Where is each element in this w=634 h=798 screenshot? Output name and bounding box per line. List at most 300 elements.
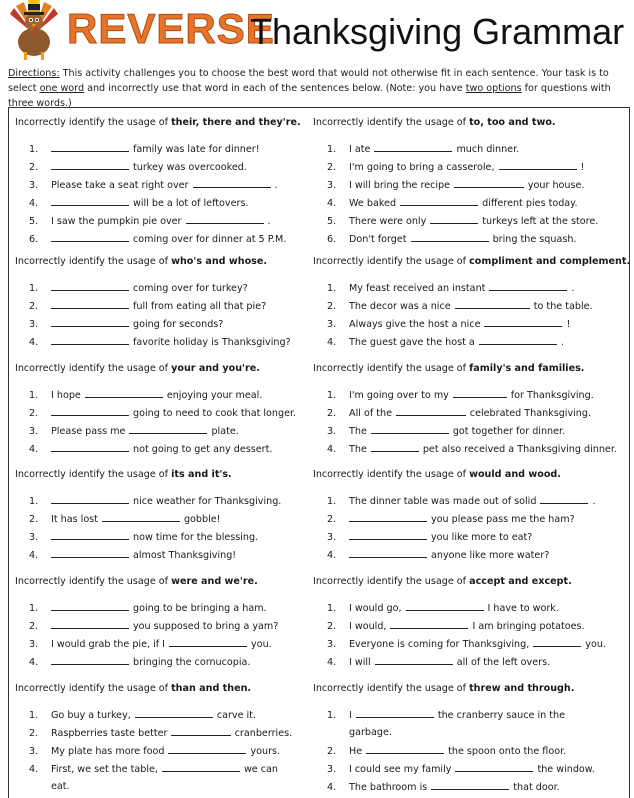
- question-item: [327, 406, 591, 420]
- item-text-after: .: [267, 216, 271, 227]
- answer-blank[interactable]: [454, 178, 524, 188]
- section-heading-prefix: Incorrectly identify the usage of: [15, 469, 172, 480]
- question-item: [29, 232, 286, 246]
- item-text-after: you.: [251, 639, 272, 650]
- section-heading-words: your and you're.: [171, 363, 260, 374]
- question-item: [29, 317, 223, 331]
- directions-text: for questions with three words.): [8, 83, 611, 109]
- question-item: [29, 196, 249, 210]
- item-text-after: yours.: [250, 746, 281, 757]
- item-number: 1.: [327, 390, 337, 401]
- item-number: 6.: [327, 234, 337, 245]
- item-text-before: I will: [349, 657, 371, 668]
- item-text-after: we can: [243, 764, 278, 775]
- item-number: 2.: [29, 408, 39, 419]
- question-item: [327, 708, 565, 722]
- item-text-before: First, we set the table,: [51, 764, 158, 775]
- item-text-after: plate.: [211, 426, 239, 437]
- item-text-after: different pies today.: [482, 198, 578, 209]
- section-heading-words: than and then.: [171, 683, 252, 694]
- item-text-before: I saw the pumpkin pie over: [51, 216, 182, 227]
- item-text-after: all of the left overs.: [456, 657, 551, 668]
- item-text-after: pet also received a Thanksgiving dinner.: [422, 444, 617, 455]
- section-heading-prefix: Incorrectly identify the usage of: [15, 363, 172, 374]
- question-item: [327, 299, 593, 313]
- item-text-before: Go buy a turkey,: [51, 710, 131, 721]
- answer-blank[interactable]: [356, 708, 434, 718]
- question-item: [327, 601, 559, 615]
- question-section: [15, 362, 315, 455]
- item-number: 2.: [327, 301, 337, 312]
- question-item: [29, 548, 236, 562]
- item-text-before: I would go,: [349, 603, 402, 614]
- item-number: 4.: [327, 198, 337, 209]
- answer-blank[interactable]: [371, 424, 449, 434]
- answer-blank[interactable]: [51, 406, 129, 416]
- item-number: 2.: [29, 514, 39, 525]
- item-text-after: !: [580, 162, 585, 173]
- item-text-after: favorite holiday is Thanksgiving?: [133, 337, 291, 348]
- answer-blank[interactable]: [455, 762, 533, 772]
- item-text-after: .: [592, 496, 596, 507]
- item-number: 4.: [327, 782, 337, 793]
- answer-blank[interactable]: [51, 494, 129, 504]
- question-item: [327, 196, 578, 210]
- question-item: [29, 619, 278, 633]
- item-text-after: !: [566, 319, 571, 330]
- section-heading: [313, 255, 631, 269]
- item-text-before: garbage.: [349, 727, 392, 738]
- answer-blank[interactable]: [51, 442, 129, 452]
- section-heading-words: would and wood.: [469, 469, 561, 480]
- section-heading: [313, 362, 613, 376]
- section-heading: [15, 362, 315, 376]
- item-text-after: carve it.: [216, 710, 257, 721]
- answer-blank[interactable]: [162, 762, 240, 772]
- question-item: [327, 388, 594, 402]
- item-number: 3.: [327, 319, 337, 330]
- section-heading-words: its and it's.: [171, 469, 232, 480]
- answer-blank[interactable]: [51, 530, 129, 540]
- question-item: [327, 780, 560, 794]
- section-heading-prefix: Incorrectly identify the usage of: [15, 683, 172, 694]
- answer-blank[interactable]: [349, 530, 427, 540]
- question-item: [327, 726, 392, 739]
- answer-blank[interactable]: [51, 317, 129, 327]
- section-heading: [313, 468, 613, 482]
- question-item: [29, 726, 292, 740]
- question-item: [29, 160, 247, 174]
- answer-blank[interactable]: [430, 214, 478, 224]
- question-section: [313, 116, 613, 245]
- question-item: [327, 281, 574, 295]
- item-text-before: I ate: [349, 144, 371, 155]
- item-number: 4.: [327, 657, 337, 668]
- answer-blank[interactable]: [400, 196, 478, 206]
- section-heading-prefix: Incorrectly identify the usage of: [15, 256, 172, 267]
- section-heading-words: compliment and complement.: [469, 256, 631, 267]
- answer-blank[interactable]: [406, 601, 484, 611]
- section-heading: [313, 575, 613, 589]
- question-item: [29, 637, 272, 651]
- item-text-before: eat.: [51, 781, 70, 792]
- item-number: 2.: [327, 746, 337, 757]
- question-item: [29, 406, 296, 420]
- question-item: [29, 744, 280, 758]
- question-section: [15, 116, 315, 245]
- item-text-before: I would grab the pie, if I: [51, 639, 166, 650]
- answer-blank[interactable]: [171, 726, 230, 736]
- question-item: [29, 601, 267, 615]
- item-number: 1.: [29, 496, 39, 507]
- item-text-after: .: [560, 337, 564, 348]
- item-text-before: Always give the host a nice: [349, 319, 481, 330]
- item-number: 4.: [29, 444, 39, 455]
- item-text-after: celebrated Thanksgiving.: [469, 408, 592, 419]
- item-text-after: turkeys left at the store.: [482, 216, 599, 227]
- item-text-before: Raspberries taste better: [51, 728, 168, 739]
- item-number: 1.: [29, 283, 39, 294]
- question-section: [313, 255, 631, 348]
- question-item: [29, 424, 239, 438]
- item-text-before: My plate has more food: [51, 746, 165, 757]
- question-item: [29, 655, 250, 669]
- item-number: 3.: [29, 639, 39, 650]
- item-number: 3.: [327, 426, 337, 437]
- answer-blank[interactable]: [533, 637, 581, 647]
- question-section: [15, 682, 315, 792]
- item-text-after: .: [274, 180, 278, 191]
- question-section: [313, 682, 613, 793]
- section-heading: [15, 575, 315, 589]
- question-item: [327, 762, 595, 776]
- item-text-after: the spoon onto the floor.: [448, 746, 567, 757]
- answer-blank[interactable]: [129, 424, 207, 434]
- item-number: 5.: [327, 216, 337, 227]
- item-text-before: I will bring the recipe: [349, 180, 451, 191]
- answer-blank[interactable]: [390, 619, 468, 629]
- item-number: 5.: [29, 216, 39, 227]
- item-number: 1.: [327, 283, 337, 294]
- question-item: [327, 744, 566, 758]
- question-item: [327, 619, 585, 633]
- question-item: [29, 512, 221, 526]
- answer-blank[interactable]: [455, 299, 530, 309]
- item-number: 3.: [327, 639, 337, 650]
- item-number: 2.: [327, 621, 337, 632]
- item-text-after: bringing the cornucopia.: [133, 657, 251, 668]
- item-text-after: going to be bringing a ham.: [133, 603, 267, 614]
- answer-blank[interactable]: [51, 281, 129, 291]
- section-heading-words: were and we're.: [171, 576, 258, 587]
- answer-blank[interactable]: [431, 780, 509, 790]
- item-text-after: not going to get any dessert.: [133, 444, 273, 455]
- section-heading: [15, 468, 315, 482]
- item-text-before: The decor was a nice: [349, 301, 451, 312]
- item-text-after: much dinner.: [456, 144, 520, 155]
- answer-blank[interactable]: [499, 160, 577, 170]
- directions-text: This activity challenges you to choose the best word that would not otherwise fit in each sentence. Your task is to select: [8, 68, 609, 94]
- answer-blank[interactable]: [135, 708, 213, 718]
- answer-blank[interactable]: [349, 512, 427, 522]
- answer-blank[interactable]: [169, 637, 247, 647]
- answer-blank[interactable]: [51, 601, 129, 611]
- answer-blank[interactable]: [51, 142, 129, 152]
- item-number: 3.: [327, 764, 337, 775]
- answer-blank[interactable]: [375, 655, 453, 665]
- item-number: 1.: [29, 390, 39, 401]
- section-heading-words: their, there and they're.: [171, 117, 301, 128]
- item-text-after: for Thanksgiving.: [510, 390, 594, 401]
- section-heading: [313, 682, 613, 696]
- answer-blank[interactable]: [396, 406, 466, 416]
- section-heading-prefix: Incorrectly identify the usage of: [313, 117, 470, 128]
- section-heading: [15, 255, 315, 269]
- item-text-before: The guest gave the host a: [349, 337, 475, 348]
- item-text-after: cranberries.: [234, 728, 293, 739]
- section-heading-prefix: Incorrectly identify the usage of: [313, 683, 470, 694]
- question-item: [29, 142, 260, 156]
- item-number: 3.: [29, 426, 39, 437]
- question-item: [327, 232, 576, 246]
- question-section: [15, 575, 315, 668]
- answer-blank[interactable]: [540, 494, 588, 504]
- answer-blank[interactable]: [411, 232, 489, 242]
- question-section: [313, 468, 613, 561]
- answer-blank[interactable]: [484, 317, 562, 327]
- answer-blank[interactable]: [85, 388, 163, 398]
- answer-blank[interactable]: [374, 142, 452, 152]
- item-number: 1.: [29, 710, 39, 721]
- item-text-after: the window.: [537, 764, 595, 775]
- item-text-before: Please pass me: [51, 426, 126, 437]
- item-text-after: coming over for turkey?: [133, 283, 248, 294]
- item-text-after: gobble!: [183, 514, 221, 525]
- section-heading-prefix: Incorrectly identify the usage of: [313, 469, 470, 480]
- item-text-after: to the table.: [533, 301, 593, 312]
- directions-label: Directions:: [8, 68, 60, 79]
- item-text-before: My feast received an instant: [349, 283, 486, 294]
- question-item: [29, 708, 256, 722]
- item-number: 3.: [29, 319, 39, 330]
- item-text-before: The: [349, 444, 367, 455]
- item-text-after: going for seconds?: [133, 319, 224, 330]
- question-item: [327, 317, 570, 331]
- section-heading-words: who's and whose.: [171, 256, 268, 267]
- answer-blank[interactable]: [186, 214, 264, 224]
- question-item: [29, 530, 258, 544]
- item-text-after: you supposed to bring a yam?: [133, 621, 279, 632]
- section-heading-words: accept and except.: [469, 576, 572, 587]
- question-item: [327, 512, 575, 526]
- item-number: 1.: [327, 603, 337, 614]
- item-text-before: The dinner table was made out of solid: [349, 496, 537, 507]
- directions-emphasis: two options: [465, 83, 522, 94]
- item-number: 4.: [327, 550, 337, 561]
- item-number: 1.: [29, 603, 39, 614]
- item-text-before: The: [349, 426, 367, 437]
- item-number: 2.: [29, 728, 39, 739]
- answer-blank[interactable]: [51, 619, 129, 629]
- turkey-icon: [2, 0, 66, 62]
- answer-blank[interactable]: [51, 160, 129, 170]
- item-text-before: I: [349, 710, 352, 721]
- item-number: 4.: [327, 444, 337, 455]
- question-section: [15, 255, 315, 348]
- item-text-after: .: [571, 283, 575, 294]
- item-text-before: It has lost: [51, 514, 98, 525]
- question-item: [29, 780, 70, 793]
- question-item: [29, 762, 278, 776]
- item-number: 2.: [327, 408, 337, 419]
- answer-blank[interactable]: [51, 335, 129, 345]
- question-item: [327, 424, 565, 438]
- item-number: 4.: [29, 550, 39, 561]
- answer-blank[interactable]: [51, 299, 129, 309]
- item-text-before: I'm going to bring a casserole,: [349, 162, 495, 173]
- item-text-after: nice weather for Thanksgiving.: [133, 496, 282, 507]
- item-number: 1.: [327, 144, 337, 155]
- directions-text: incorrectly: [108, 83, 159, 94]
- item-text-before: I'm going over to my: [349, 390, 449, 401]
- item-text-before: I hope: [51, 390, 81, 401]
- question-section: [313, 575, 613, 668]
- section-heading: [15, 682, 315, 696]
- item-text-after: full from eating all that pie?: [133, 301, 267, 312]
- item-text-after: will be a lot of leftovers.: [133, 198, 249, 209]
- question-item: [327, 548, 549, 562]
- item-number: 4.: [29, 337, 39, 348]
- question-item: [327, 637, 606, 651]
- question-section: [313, 362, 617, 455]
- item-text-before: The bathroom is: [349, 782, 428, 793]
- section-heading: [313, 116, 613, 130]
- answer-blank[interactable]: [453, 388, 507, 398]
- item-text-after: you please pass me the ham?: [431, 514, 575, 525]
- item-number: 1.: [327, 496, 337, 507]
- item-number: 3.: [29, 532, 39, 543]
- answer-blank[interactable]: [51, 655, 129, 665]
- item-text-after: I am bringing potatoes.: [472, 621, 585, 632]
- title-reverse: REVERSE: [67, 5, 275, 52]
- question-item: [327, 178, 584, 192]
- item-number: 3.: [327, 180, 337, 191]
- item-text-before: Please take a seat right over: [51, 180, 189, 191]
- item-number: 3.: [29, 746, 39, 757]
- item-text-before: I could see my family: [349, 764, 452, 775]
- question-item: [29, 388, 262, 402]
- question-item: [29, 442, 272, 456]
- item-text-before: He: [349, 746, 363, 757]
- answer-blank[interactable]: [349, 548, 427, 558]
- item-text-before: There were only: [349, 216, 427, 227]
- item-text-after: I have to work.: [487, 603, 559, 614]
- item-number: 2.: [327, 514, 337, 525]
- item-number: 2.: [29, 162, 39, 173]
- item-number: 3.: [327, 532, 337, 543]
- item-number: 2.: [29, 621, 39, 632]
- question-item: [327, 214, 598, 228]
- answer-blank[interactable]: [51, 196, 129, 206]
- item-text-after: you like more to eat?: [431, 532, 533, 543]
- answer-blank[interactable]: [193, 178, 271, 188]
- item-text-before: Don't forget: [349, 234, 407, 245]
- item-text-before: Everyone is coming for Thanksgiving,: [349, 639, 530, 650]
- answer-blank[interactable]: [168, 744, 246, 754]
- section-heading-prefix: Incorrectly identify the usage of: [313, 576, 470, 587]
- question-item: [29, 299, 266, 313]
- question-item: [29, 281, 248, 295]
- answer-blank[interactable]: [371, 442, 419, 452]
- answer-blank[interactable]: [489, 281, 567, 291]
- item-text-after: the cranberry sauce in the: [437, 710, 565, 721]
- item-text-before: All of the: [349, 408, 392, 419]
- item-text-after: bring the squash.: [492, 234, 577, 245]
- answer-blank[interactable]: [479, 335, 557, 345]
- question-item: [327, 335, 564, 349]
- question-item: [29, 494, 281, 508]
- directions-text: use that word in each of the sentences below. (Note: you have: [158, 83, 466, 94]
- section-heading-words: to, too and two.: [469, 117, 556, 128]
- question-item: [327, 530, 532, 544]
- question-item: [29, 214, 271, 228]
- question-section: [15, 468, 315, 561]
- item-number: 2.: [29, 301, 39, 312]
- item-number: 4.: [29, 657, 39, 668]
- item-text-after: your house.: [527, 180, 585, 191]
- question-item: [327, 142, 519, 156]
- question-item: [29, 178, 278, 192]
- item-text-after: coming over for dinner at 5 P.M.: [133, 234, 287, 245]
- item-text-after: that door.: [513, 782, 560, 793]
- directions: [8, 66, 630, 111]
- worksheet-frame: [8, 107, 630, 798]
- section-heading: [15, 116, 315, 130]
- item-text-before: I would,: [349, 621, 387, 632]
- item-number: 1.: [327, 710, 337, 721]
- item-text-after: got together for dinner.: [452, 426, 566, 437]
- item-number: 4.: [29, 198, 39, 209]
- item-number: 3.: [29, 180, 39, 191]
- item-text-after: enjoying your meal.: [166, 390, 263, 401]
- section-heading-words: family's and families.: [469, 363, 585, 374]
- item-text-after: almost Thanksgiving!: [133, 550, 237, 561]
- item-number: 1.: [29, 144, 39, 155]
- answer-blank[interactable]: [51, 548, 129, 558]
- item-text-after: going to need to cook that longer.: [133, 408, 297, 419]
- section-heading-words: threw and through.: [469, 683, 575, 694]
- section-heading-prefix: Incorrectly identify the usage of: [313, 256, 470, 267]
- question-item: [29, 335, 291, 349]
- question-item: [327, 442, 617, 456]
- item-number: 4.: [29, 764, 39, 775]
- answer-blank[interactable]: [102, 512, 180, 522]
- item-number: 6.: [29, 234, 39, 245]
- item-number: 4.: [327, 337, 337, 348]
- page-header: [0, 0, 634, 66]
- section-heading-prefix: Incorrectly identify the usage of: [15, 576, 172, 587]
- item-number: 2.: [327, 162, 337, 173]
- answer-blank[interactable]: [51, 232, 129, 242]
- directions-emphasis: one word: [39, 83, 85, 94]
- item-text-before: We baked: [349, 198, 397, 209]
- section-heading-prefix: Incorrectly identify the usage of: [15, 117, 172, 128]
- question-item: [327, 494, 596, 508]
- question-item: [327, 160, 584, 174]
- item-text-after: anyone like more water?: [431, 550, 550, 561]
- answer-blank[interactable]: [366, 744, 444, 754]
- section-heading-prefix: Incorrectly identify the usage of: [313, 363, 470, 374]
